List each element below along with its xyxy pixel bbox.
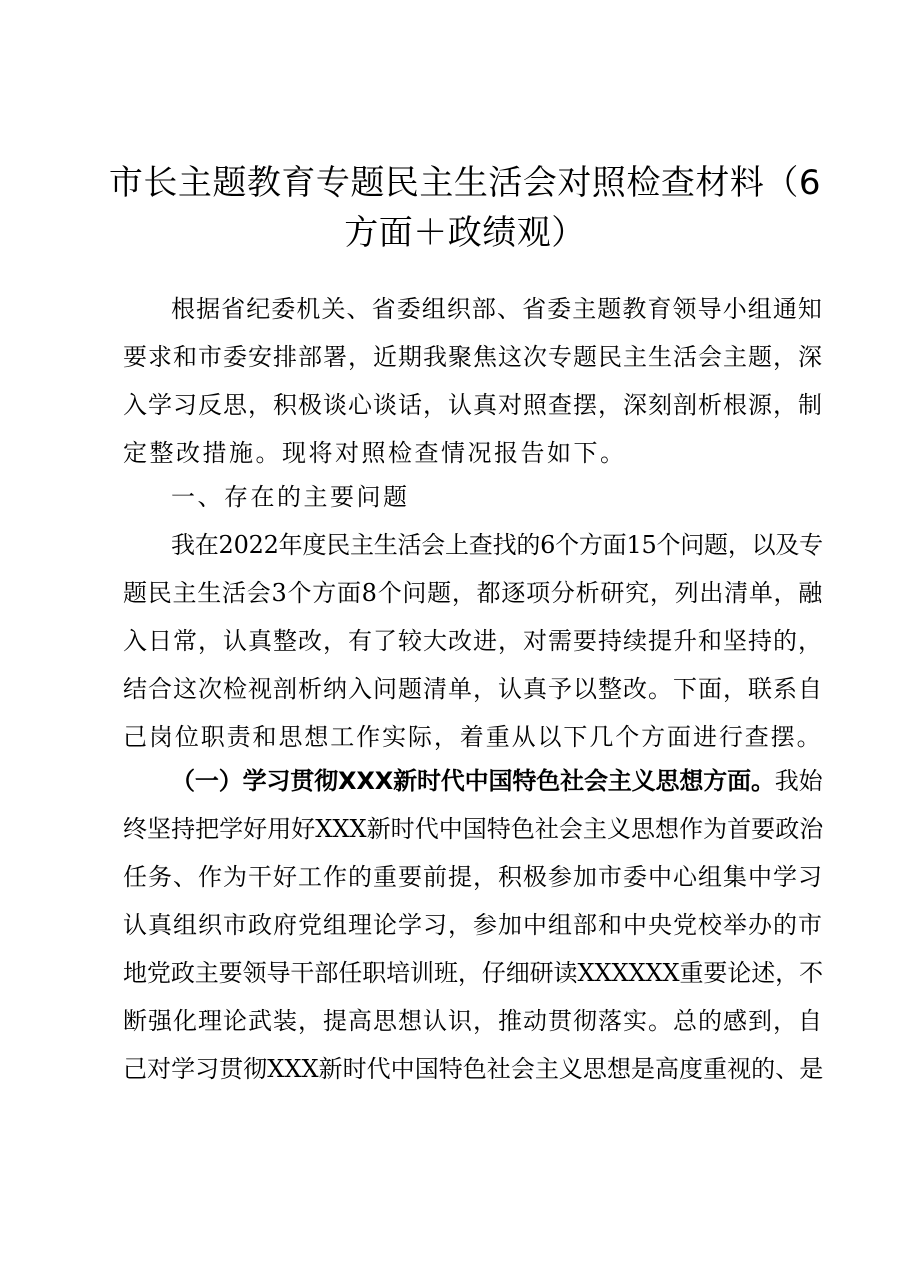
problems-paragraph [123, 521, 823, 761]
paragraph-line-tail: 我始 [774, 767, 823, 795]
subsection-heading: （一）学习贯彻XXX新时代中国特色社会主义思想方面。 [171, 767, 775, 795]
paragraph-line: 根据省纪委机关、省委组织部、省委主题教育领导小组通知 [171, 295, 823, 323]
document-title [100, 158, 830, 258]
paragraph-line: 认真组织市政府党组理论学习，参加中组部和中央党校举办的市 [123, 911, 823, 939]
paragraph-line: 结合这次检视剖析纳入问题清单，认真予以整改。下面，联系自 [123, 675, 823, 703]
paragraph-line: 入学习反思，积极谈心谈话，认真对照查摆，深刻剖析根源，制 [123, 391, 823, 419]
title-line: 市长主题教育专题民主生活会对照检查材料（6 [108, 163, 822, 203]
paragraph-line: 任务、作为干好工作的重要前提，积极参加市委中心组集中学习 [123, 863, 823, 891]
title-line: 方面＋政绩观） [344, 213, 586, 253]
paragraph-line: 断强化理论武装，提高思想认识，推动贯彻落实。总的感到，自 [123, 1007, 823, 1035]
paragraph-line: 终坚持把学好用好XXX新时代中国特色社会主义思想作为首要政治 [123, 815, 824, 843]
paragraph-line: 己对学习贯彻XXX新时代中国特色社会主义思想是高度重视的、是 [123, 1055, 824, 1083]
intro-paragraph [123, 285, 823, 477]
paragraph-line: 地党政主要领导干部任职培训班，仔细研读XXXXXX重要论述，不 [123, 959, 824, 987]
paragraph-line: 要求和市委安排部署，近期我聚焦这次专题民主生活会主题，深 [123, 343, 823, 371]
study-paragraph [123, 757, 823, 1093]
paragraph-line [123, 757, 823, 805]
paragraph-line: 我在2022年度民主生活会上查找的6个方面15个问题，以及专 [171, 531, 823, 559]
paragraph-line: 题民主生活会3个方面8个问题，都逐项分析研究，列出清单，融 [123, 579, 824, 607]
section-heading-text: 一、存在的主要问题 [171, 483, 410, 511]
paragraph-line: 入日常，认真整改，有了较大改进，对需要持续提升和坚持的， [123, 627, 823, 655]
section-heading [123, 473, 823, 521]
paragraph-line: 己岗位职责和思想工作实际，着重从以下几个方面进行查摆。 [123, 723, 823, 751]
paragraph-line: 定整改措施。现将对照检查情况报告如下。 [123, 439, 627, 467]
